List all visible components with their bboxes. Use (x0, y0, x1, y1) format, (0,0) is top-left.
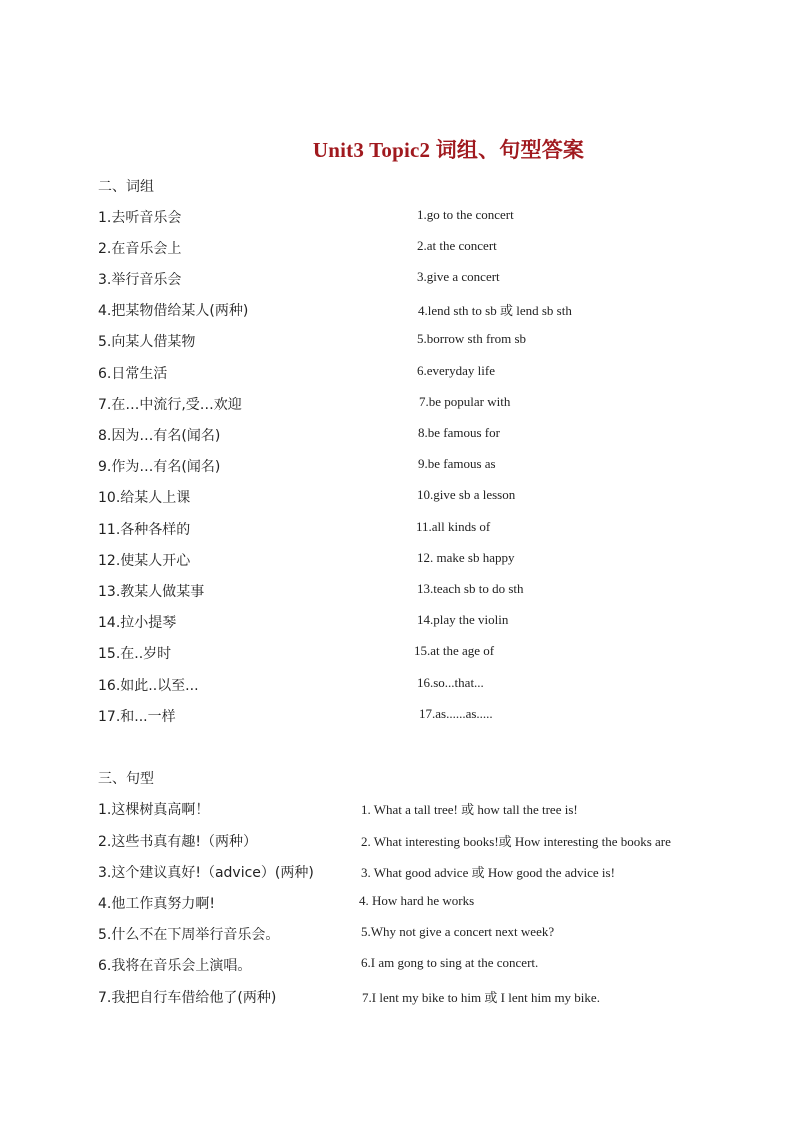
phrase-row (0, 519, 793, 539)
sentence-chinese: 4.他工作真努力啊! (98, 896, 215, 912)
phrase-chinese: 17.和...一样 (98, 709, 176, 725)
sentence-row (0, 799, 793, 819)
phrase-english: 7.be popular with (419, 394, 511, 409)
phrase-chinese: 14.拉小提琴 (98, 615, 177, 631)
sentence-chinese: 7.我把自行车借给他了(两种) (98, 990, 277, 1006)
phrase-chinese: 5.向某人借某物 (98, 334, 196, 350)
sentence-english: 2. What interesting books!或 How interesting the books are (361, 834, 671, 849)
phrase-chinese: 16.如此..以至... (98, 678, 199, 694)
phrase-english: 4.lend sth to sb 或 lend sb sth (418, 303, 572, 318)
sentence-english: 7.I lent my bike to him 或 I lent him my bike. (362, 990, 600, 1005)
phrase-chinese: 15.在..岁时 (98, 646, 172, 662)
phrases-section-heading: 二、词组 (98, 179, 154, 195)
phrase-chinese: 12.使某人开心 (98, 553, 191, 569)
phrase-english: 15.at the age of (414, 643, 495, 658)
phrase-english: 6.everyday life (417, 363, 495, 378)
phrase-chinese: 7.在…中流行,受…欢迎 (98, 397, 242, 413)
phrase-english: 13.teach sb to do sth (417, 581, 524, 596)
phrase-row (0, 612, 793, 632)
phrase-english: 17.as......as..... (419, 706, 493, 721)
phrase-row (0, 207, 793, 227)
sentence-english: 5.Why not give a concert next week? (361, 924, 555, 939)
sentence-row (0, 862, 793, 882)
phrase-chinese: 2.在音乐会上 (98, 241, 182, 257)
phrase-row (0, 331, 793, 351)
sentence-chinese: 2.这些书真有趣!（两种） (98, 834, 257, 850)
phrase-english: 10.give sb a lesson (417, 487, 516, 502)
phrase-chinese: 3.举行音乐会 (98, 272, 182, 288)
sentence-chinese: 5.什么不在下周举行音乐会。 (98, 927, 280, 943)
phrase-row (0, 487, 793, 507)
page-title: Unit3 Topic2 词组、句型答案 (312, 138, 585, 162)
sentence-chinese: 6.我将在音乐会上演唱。 (98, 958, 252, 974)
sentence-row (0, 893, 793, 913)
phrase-row (0, 269, 793, 289)
phrase-english: 2.at the concert (417, 238, 497, 253)
phrase-chinese: 9.作为…有名(闻名) (98, 459, 221, 475)
sentence-chinese: 3.这个建议真好!（advice）(两种) (98, 865, 314, 881)
phrase-english: 16.so...that... (417, 675, 484, 690)
phrase-english: 11.all kinds of (416, 519, 491, 534)
phrase-row (0, 675, 793, 695)
phrase-row (0, 643, 793, 663)
phrase-chinese: 4.把某物借给某人(两种) (98, 303, 249, 319)
sentence-row (0, 831, 793, 851)
phrase-row (0, 394, 793, 414)
phrase-row (0, 425, 793, 445)
phrase-english: 8.be famous for (418, 425, 500, 440)
phrase-chinese: 1.去听音乐会 (98, 210, 182, 226)
phrase-english: 3.give a concert (417, 269, 500, 284)
phrase-row (0, 363, 793, 383)
sentence-row (0, 987, 793, 1007)
sentences-section-heading: 三、句型 (98, 771, 154, 787)
sentence-english: 1. What a tall tree! 或 how tall the tree is! (361, 802, 578, 817)
phrase-row (0, 581, 793, 601)
sentence-english: 6.I am gong to sing at the concert. (361, 955, 539, 970)
phrase-row (0, 550, 793, 570)
phrase-chinese: 13.教某人做某事 (98, 584, 205, 600)
phrase-row (0, 706, 793, 726)
sentence-row (0, 924, 793, 944)
phrase-chinese: 11.各种各样的 (98, 522, 191, 538)
phrase-english: 9.be famous as (418, 456, 496, 471)
phrase-english: 12. make sb happy (417, 550, 515, 565)
phrase-row (0, 300, 793, 320)
sentence-chinese: 1.这棵树真高啊！ (98, 802, 210, 818)
phrase-chinese: 6.日常生活 (98, 366, 168, 382)
phrase-row (0, 238, 793, 258)
sentence-english: 4. How hard he works (359, 893, 475, 908)
sentence-row (0, 955, 793, 975)
phrase-chinese: 8.因为…有名(闻名) (98, 428, 221, 444)
phrase-english: 14.play the violin (417, 612, 509, 627)
phrase-english: 1.go to the concert (417, 207, 514, 222)
phrase-english: 5.borrow sth from sb (417, 331, 527, 346)
phrase-chinese: 10.给某人上课 (98, 490, 191, 506)
phrase-row (0, 456, 793, 476)
sentence-english: 3. What good advice 或 How good the advice is! (361, 865, 615, 880)
